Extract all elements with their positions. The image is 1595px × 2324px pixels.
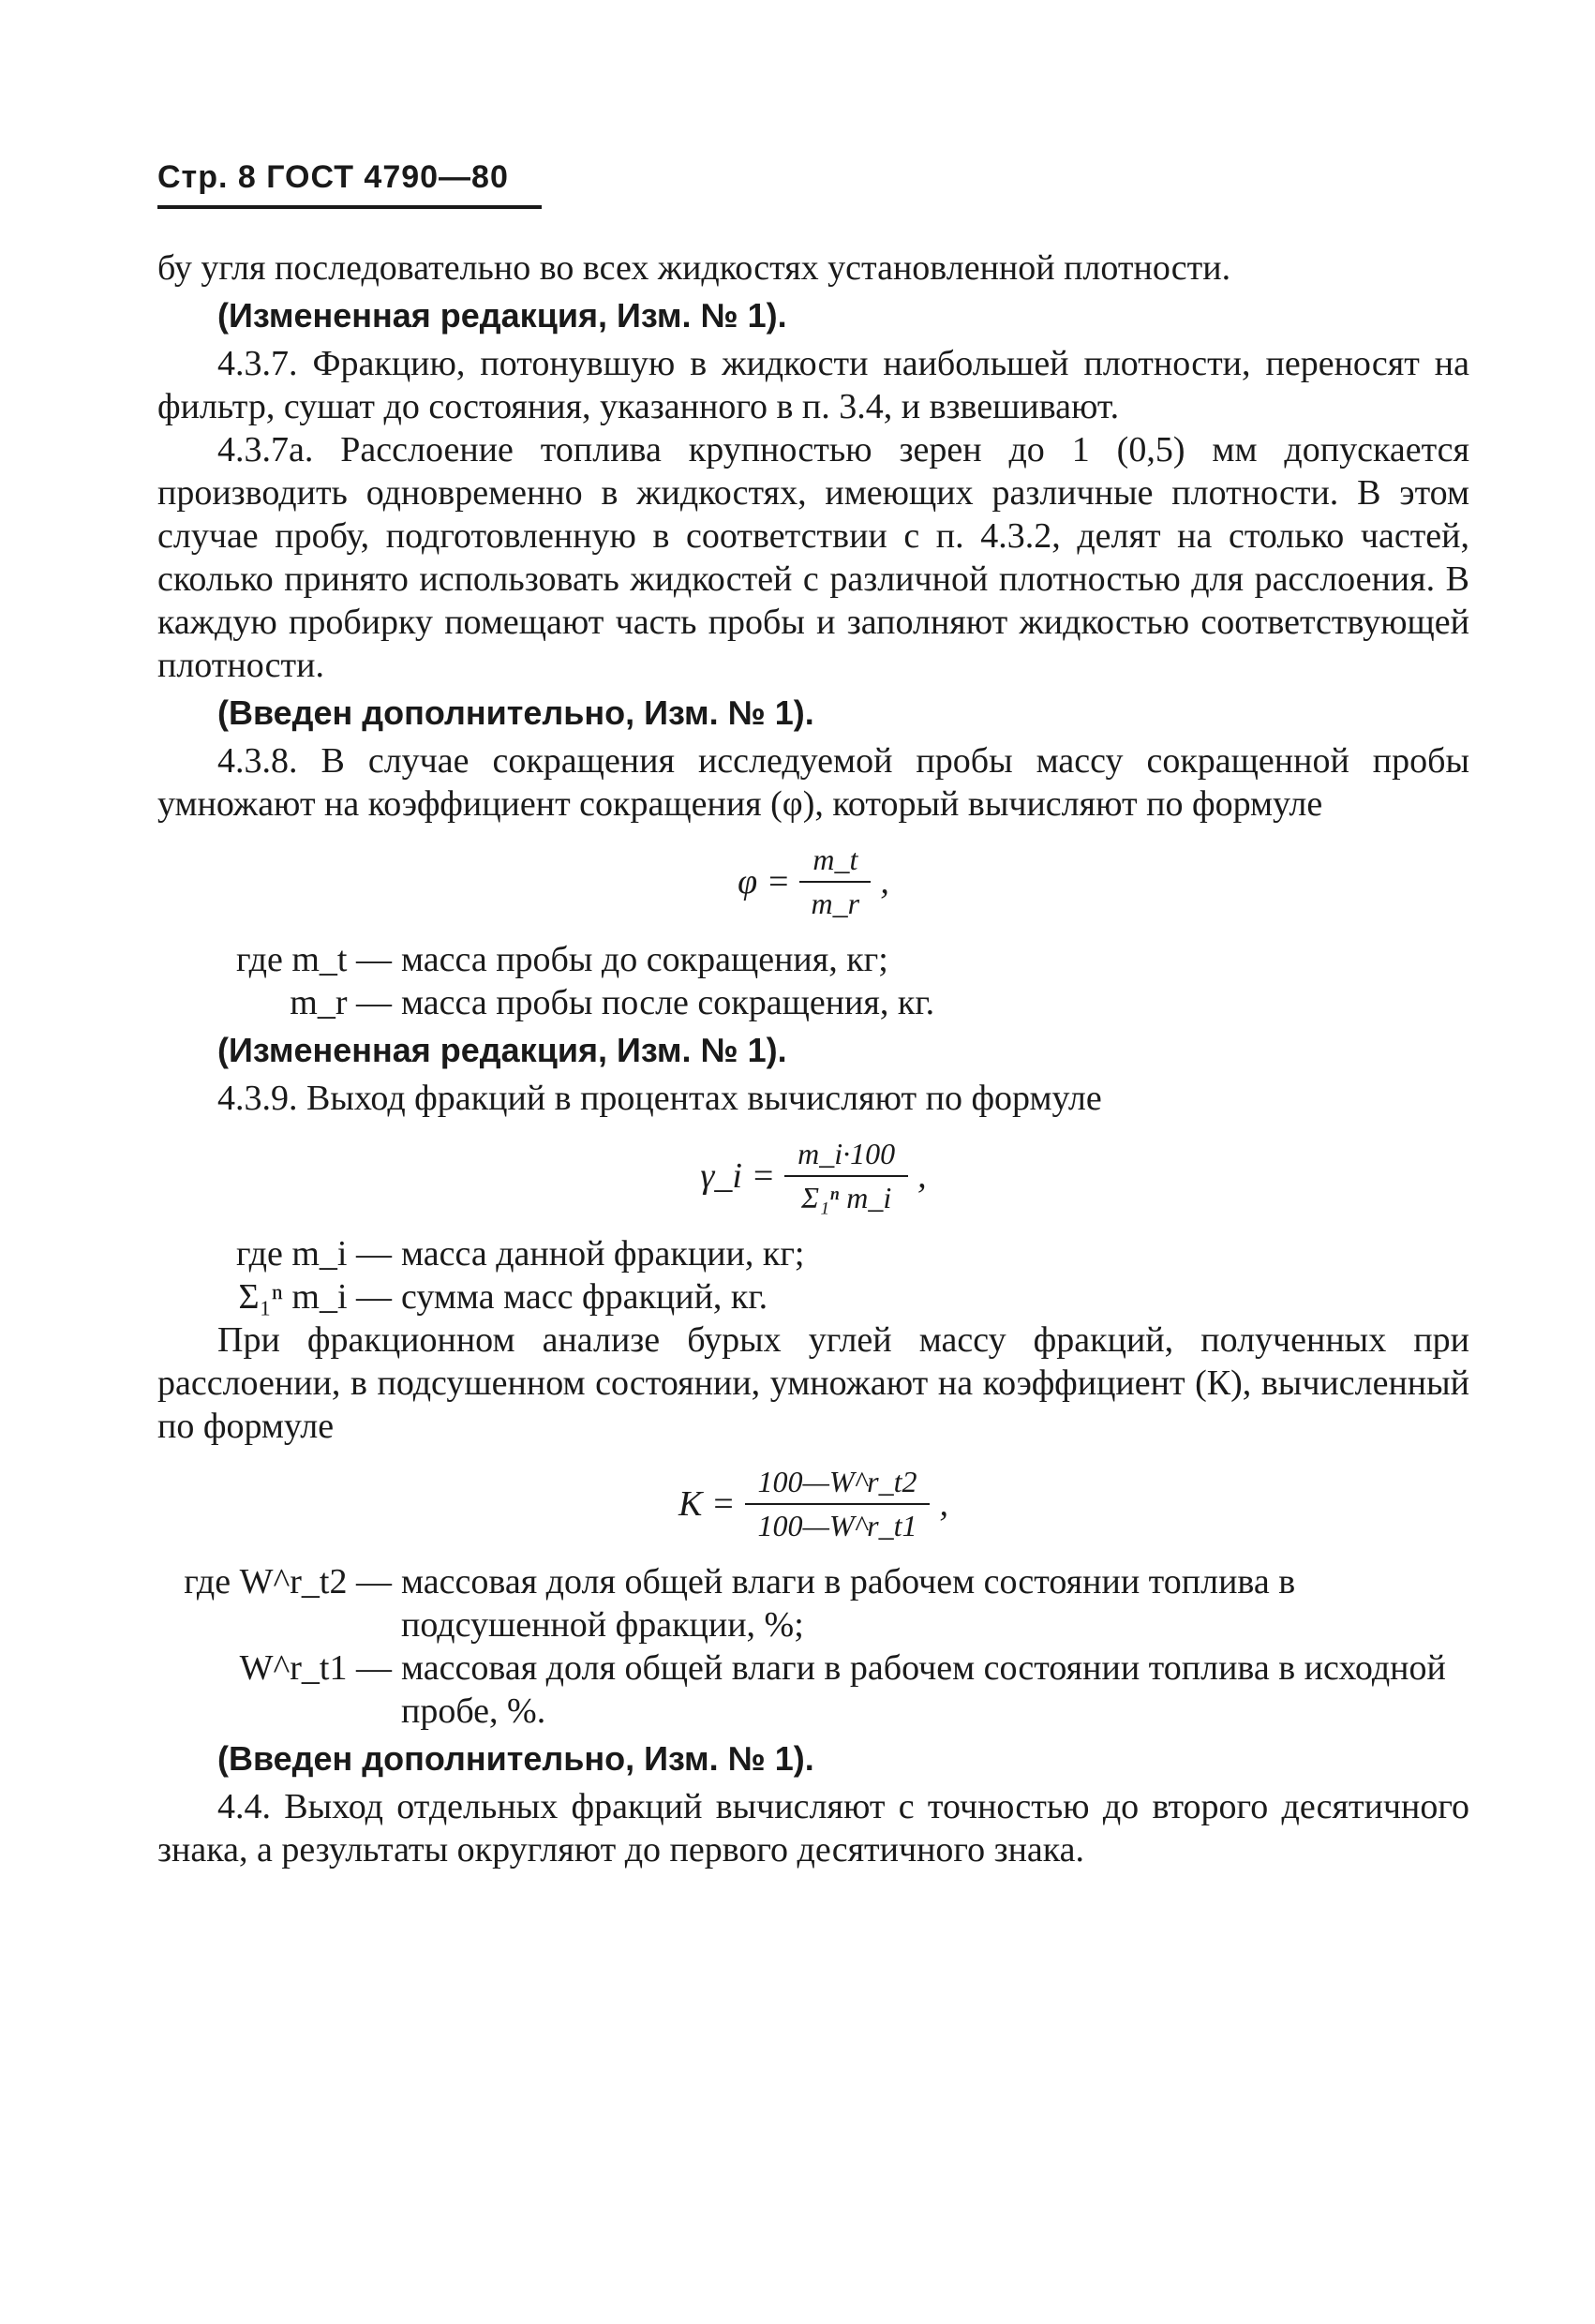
amendment-note: (Измененная редакция, Изм. № 1). <box>217 1031 787 1069</box>
paragraph-4-3-7: 4.3.7. Фракцию, потонувшую в жидкости наибольшей плотности, переносят на фильтр, сушат до состояния, указанного в п. 3.4, и взвешивают. <box>157 344 1469 426</box>
definition-text: массовая доля общей влаги в рабочем состоянии топлива в подсушенной фракции, %; <box>401 1562 1296 1645</box>
definition-symbol: где W^r_t2 — <box>184 1562 392 1601</box>
definition-row <box>157 1232 1469 1275</box>
paragraph-coefficient-k: При фракционном анализе бурых углей массу фракций, полученных при расслоении, в подсушенном состоянии, умножают на коэффициент (К), вычисленный по формуле <box>157 1320 1469 1446</box>
page-header: Стр. 8 ГОСТ 4790—80 <box>157 159 542 209</box>
formula-lhs: K = <box>678 1484 736 1524</box>
document-page <box>157 159 1469 1871</box>
amendment-note: (Введен дополнительно, Изм. № 1). <box>217 1739 814 1778</box>
formula-lhs: φ = <box>738 862 791 901</box>
formula-phi <box>157 842 1469 921</box>
numerator: 100—W^r_t2 <box>745 1465 931 1505</box>
fraction <box>799 842 871 921</box>
amendment-note: (Введен дополнительно, Изм. № 1). <box>217 693 814 732</box>
definition-symbol: где m_i — <box>235 1234 392 1274</box>
formula-tail: , <box>880 862 889 901</box>
definition-symbol: где m_t — <box>235 940 392 979</box>
definition-text: сумма масс фракций, кг. <box>401 1277 768 1317</box>
definition-row <box>157 938 1469 981</box>
paragraph-4-3-7a: 4.3.7а. Расслоение топлива крупностью зерен до 1 (0,5) мм допускается производить одновременно в жидкостях, имеющих различные плотности. В этом случае пробу, подготовленную в соответствии с п. 4.3.2, делят на столько частей, сколько принято использовать жидкостей с различной плотностью для расслоения. В каждую пробирку помещают часть пробы и заполняют жидкостью соответствующей плотности. <box>157 430 1469 685</box>
paragraph-continuation: бу угля последовательно во всех жидкостях установленной плотности. <box>157 248 1231 288</box>
definition-text: масса пробы после сокращения, кг. <box>401 983 935 1022</box>
formula-tail: , <box>917 1156 927 1196</box>
numerator: m_t <box>799 842 871 883</box>
denominator: 100—W^r_t1 <box>757 1509 917 1542</box>
fraction <box>784 1137 908 1215</box>
definition-text: массовая доля общей влаги в рабочем состоянии топлива в исходной пробе, %. <box>401 1648 1446 1731</box>
formula-k <box>157 1465 1469 1543</box>
definition-text: масса пробы до сокращения, кг; <box>401 940 888 979</box>
definition-symbol: Σ₁ⁿ m_i — <box>238 1277 392 1317</box>
definition-text: масса данной фракции, кг; <box>401 1234 805 1274</box>
definition-symbol: m_r — <box>290 983 392 1022</box>
fraction <box>745 1465 931 1543</box>
definition-row <box>157 981 1469 1024</box>
numerator: m_i·100 <box>784 1137 908 1177</box>
definition-row <box>157 1275 1469 1318</box>
paragraph-4-3-8: 4.3.8. В случае сокращения исследуемой пробы массу сокращенной пробы умножают на коэффициент сокращения (φ), который вычисляют по формуле <box>157 741 1469 824</box>
definition-row <box>157 1646 1469 1733</box>
definition-row <box>157 1560 1469 1646</box>
definition-symbol: W^r_t1 — <box>239 1648 392 1688</box>
paragraph-4-3-9: 4.3.9. Выход фракций в процентах вычисляют по формуле <box>217 1079 1102 1118</box>
formula-tail: , <box>939 1484 948 1524</box>
denominator: m_r <box>811 886 860 920</box>
paragraph-4-4: 4.4. Выход отдельных фракций вычисляют с точностью до второго десятичного знака, а результаты округляют до первого десятичного знака. <box>157 1787 1469 1870</box>
denominator: Σ₁ⁿ m_i <box>800 1181 892 1214</box>
formula-lhs: γ_i = <box>700 1156 776 1196</box>
formula-gamma <box>157 1137 1469 1215</box>
amendment-note: (Измененная редакция, Изм. № 1). <box>217 296 787 335</box>
